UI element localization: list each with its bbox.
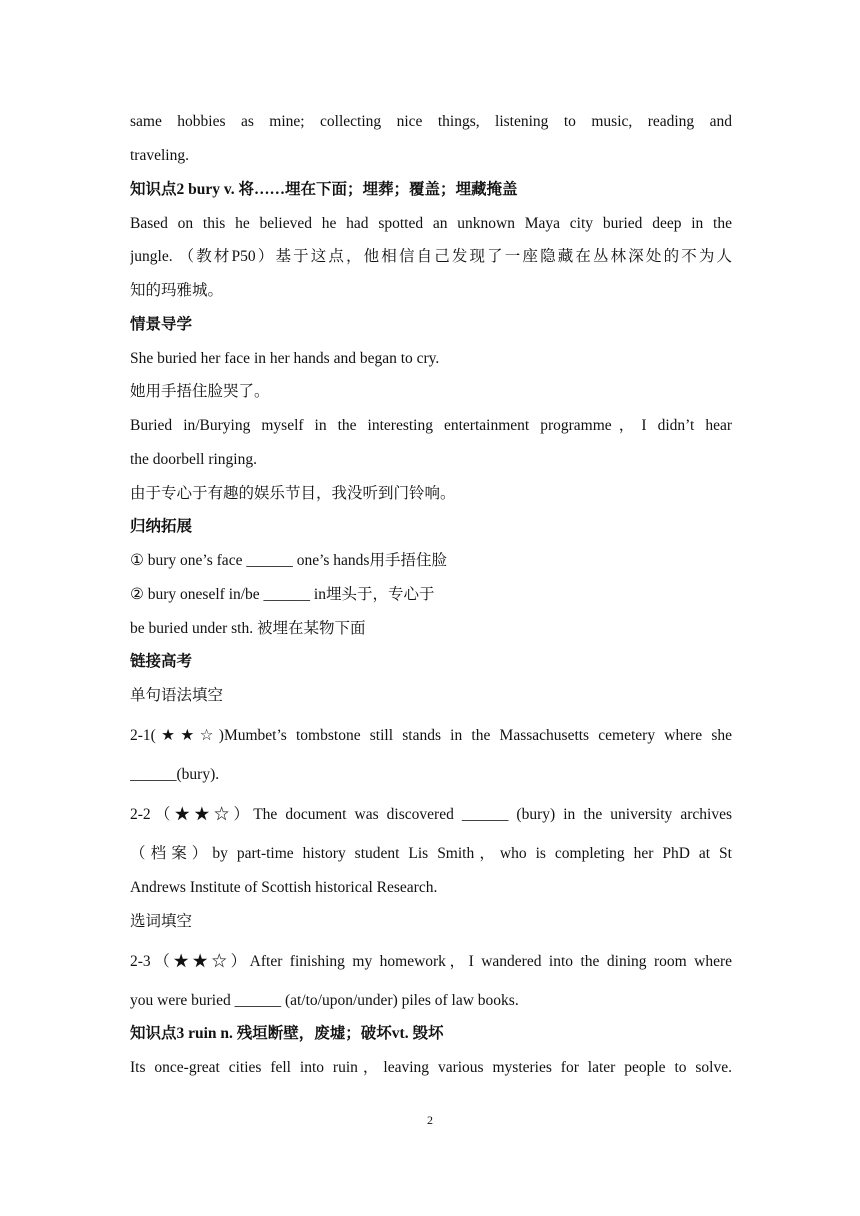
- expansion-item: be buried under sth. 被埋在某物下面: [130, 620, 366, 637]
- subheading: 情景导学: [130, 316, 193, 333]
- subheading: 链接高考: [130, 653, 193, 670]
- paragraph-line: traveling.: [130, 147, 189, 164]
- section-heading: 知识点2 bury v. 将……埋在下面；埋葬；覆盖；埋藏掩盖: [130, 181, 518, 198]
- translation: 她用手捂住脸哭了。: [130, 383, 270, 400]
- example-sentence: Based on this he believed he had spotted an unknown Maya city buried deep in the: [130, 215, 732, 232]
- subheading: 归纳拓展: [130, 518, 193, 535]
- exercise-question: （档案）by part-time history student Lis Smith，who is completing her PhD at St: [130, 845, 732, 862]
- example-sentence: Its once-great cities fell into ruin，leaving various mysteries for later people to solve.: [130, 1059, 732, 1076]
- example-sentence: jungle. （教材P50）基于这点，他相信自己发现了一座隐藏在丛林深处的不为人: [130, 248, 732, 265]
- exercise-question: 2-2（★★☆）The document was discovered ______ (bury) in the university archives: [130, 806, 732, 823]
- section-heading: 知识点3 ruin n. 残垣断壁，废墟；破坏vt. 毁坏: [130, 1025, 444, 1042]
- exercise-question: you were buried ______ (at/to/upon/under) piles of law books.: [130, 992, 519, 1009]
- translation: 由于专心于有趣的娱乐节目，我没听到门铃响。: [130, 485, 456, 502]
- expansion-item: ② bury oneself in/be ______ in埋头于，专心于: [130, 586, 435, 603]
- exercise-type: 单句语法填空: [130, 687, 224, 704]
- example-sentence: Buried in/Burying myself in the interesting entertainment programme，I didn’t hear: [130, 417, 732, 434]
- exercise-question: 2-3（★★☆）After finishing my homework，I wandered into the dining room where: [130, 953, 732, 970]
- example-sentence: 知的玛雅城。: [130, 282, 224, 299]
- exercise-type: 选词填空: [130, 913, 193, 930]
- exercise-question: ______(bury).: [130, 766, 220, 783]
- exercise-question: 2-1(★★☆)Mumbet’s tombstone still stands in the Massachusetts cemetery where she: [130, 727, 732, 744]
- example-sentence: the doorbell ringing.: [130, 451, 257, 468]
- page-number: 2: [427, 1113, 433, 1127]
- example-sentence: She buried her face in her hands and began to cry.: [130, 350, 440, 367]
- paragraph-line: same hobbies as mine; collecting nice things, listening to music, reading and: [130, 113, 732, 130]
- expansion-item: ① bury one’s face ______ one’s hands用手捂住脸: [130, 552, 447, 569]
- exercise-question: Andrews Institute of Scottish historical Research.: [130, 879, 438, 896]
